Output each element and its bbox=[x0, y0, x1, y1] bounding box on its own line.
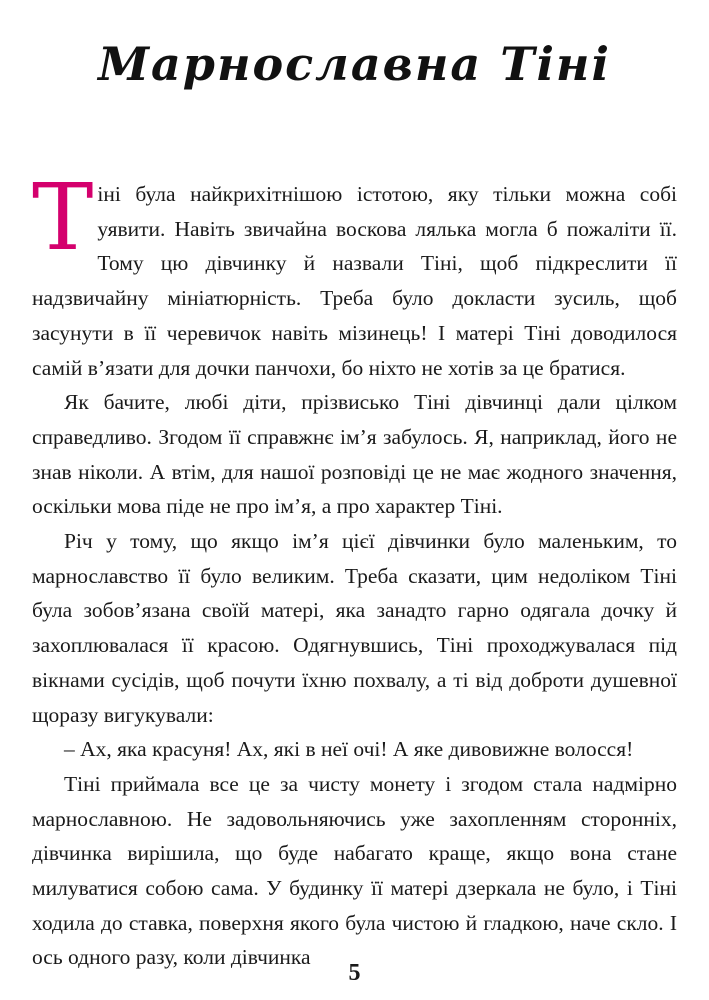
paragraph-1-text: іні була найкрихітнішою істотою, яку тільки можна собі уявити. Навіть звичайна воскова лялька могла б пожаліти її. Тому цю дівчинку й назвали Тіні, щоб підкреслити її надзвичайну мініатюрність. Треба було докласти зусиль, щоб засунути в її черевичок навіть мізинець! І матері Тіні доводилося самій в’язати для дочки панчохи, бо ніхто не хотів за це братися. bbox=[32, 182, 677, 380]
chapter-title: Марнославна Тіні bbox=[98, 36, 611, 91]
story-text bbox=[32, 164, 677, 975]
page-number: 5 bbox=[348, 960, 361, 986]
paragraph-3: Річ у тому, що якщо ім’я цієї дівчинки було маленьким, то марнославство її було великим. Треба сказати, цим недоліком Тіні була зобов’язана своїй матері, яка занадто гарно одягала дочку й захоплювалася її красою. Одягнувшись, Тіні проходжувалася під вікнами сусідів, щоб почути їхню похвалу, а ті від доброти душевної щоразу вигукували: bbox=[32, 529, 677, 727]
paragraph-1 bbox=[32, 164, 677, 385]
paragraph-4: – Ах, яка красуня! Ах, які в неї очі! А яке дивовижне волосся! bbox=[64, 737, 634, 762]
paragraph-2: Як бачите, любі діти, прізвисько Тіні дівчинці дали цілком справедливо. Згодом її справжнє ім’я забулось. Я, наприклад, його не знав ніколи. А втім, для нашої розповіді це не має жодного значення, оскільки мова піде не про ім’я, а про характер Тіні. bbox=[32, 390, 677, 519]
drop-cap: Т bbox=[32, 164, 94, 271]
paragraph-5: Тіні приймала все це за чисту монету і згодом стала надмірно марнославною. Не задовольняючись уже захопленням сторонніх, дівчинка вирішила, що буде набагато краще, якщо вона стане милуватися собою сама. У будинку її матері дзеркала не було, і Тіні ходила до ставка, поверхня якого була чистою й гладкою, наче скло. І ось одного разу, коли дівчинка bbox=[32, 771, 677, 970]
